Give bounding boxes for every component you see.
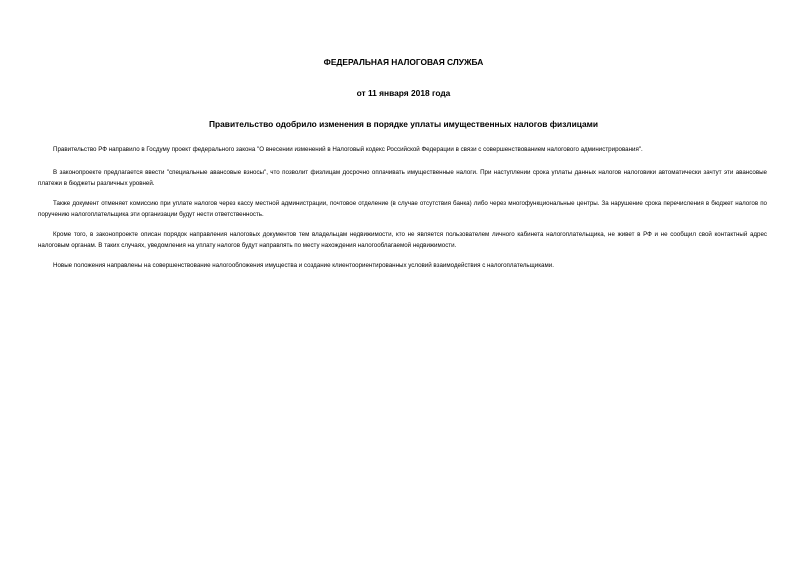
paragraph: Также документ отменяет комиссию при уплате налогов через кассу местной администрации, почтовое отделение (в случае отсутствия банка) либо через многофункциональные центры. За нарушение срока перечисления в бюджет налогов по поручению налогоплательщика эти организации будут нести ответственность. — [38, 200, 767, 218]
document-headline: Правительство одобрило изменения в порядке уплаты имущественных налогов физлицами — [209, 119, 598, 129]
paragraph: Правительство РФ направило в Госдуму проект федерального закона "О внесении изменений в Налоговый кодекс Российской Федерации в связи с совершенствованием налогового администрирования". — [53, 146, 643, 153]
paragraph: Кроме того, в законопроекте описан порядок направления налоговых документов тем владельцам недвижимости, кто не является пользователем личного кабинета налогоплательщика, не живет в РФ и не сообщил свой контактный адрес налоговым органам. В таких случаях, уведомления на уплату налогов будут направлять по месту нахождения налогооблагаемой недвижимости. — [38, 231, 767, 249]
paragraph: Новые положения направлены на совершенствование налогообложения имущества и создание клиентоориентированных условий взаимодействия с налогоплательщиками. — [53, 262, 554, 269]
agency-name: ФЕДЕРАЛЬНАЯ НАЛОГОВАЯ СЛУЖБА — [323, 57, 484, 67]
document-date: от 11 января 2018 года — [356, 88, 451, 98]
paragraph: В законопроекте предлагается ввести "специальные авансовые взносы", что позволит физлицам досрочно оплачивать имущественные налоги. При наступлении срока уплаты данных налогов налоговики автоматически зачтут эти авансовые платежи в бюджеты различных уровней. — [38, 169, 767, 187]
